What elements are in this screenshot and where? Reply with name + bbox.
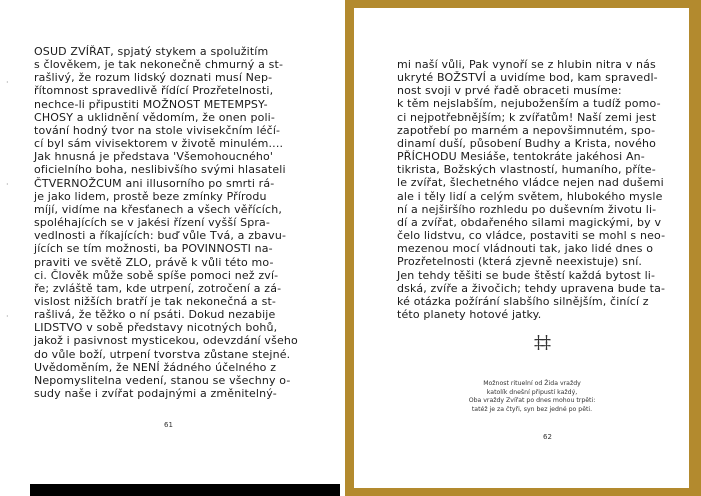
scan-edge-bar: [30, 484, 340, 496]
text-line: ukryté BOŽSTVÍ a uvidíme bod, kam spravedl-: [397, 71, 658, 85]
text-line: k těm nejslabším, nejuboženším a tudíž pomo-: [397, 97, 661, 111]
text-line: praviti ve světě ZLO, právě k vůli této mo-: [34, 255, 274, 269]
text-line: oficielního boha, neslibivšího svými hlasateli: [34, 163, 286, 177]
text-line: míjí, vidíme na křesťanech a všech věřících,: [34, 202, 282, 216]
left-body-text: [34, 45, 306, 400]
text-line: Prozřetelnosti (která zjevně neexistuje) sní.: [397, 255, 643, 269]
text-line: ale i těly lidí a celým světem, hlubokého mysle: [397, 189, 663, 203]
text-line: Jak hnusná je představa 'Všemohoucného': [34, 150, 274, 164]
text-line: dská, zvíře a živočich; tehdy upravena bude ta-: [397, 281, 666, 295]
text-line: spoléhajících se v jakési řízení vyšší Spra-: [34, 216, 271, 230]
text-line: ní a nejširšího rozhledu po duševním životu li-: [397, 202, 657, 216]
text-line: nost svoji v prvé řadě obraceti musíme:: [397, 84, 622, 98]
right-body-text: [397, 58, 677, 321]
text-line: tikrista, Božských vlastností, humaního, příte-: [397, 163, 656, 177]
text-line: LIDSTVO v sobě představy nicotných bohů,: [34, 321, 278, 335]
text-line: Nepomyslitelna vedení, stanou se všechny o-: [34, 373, 291, 387]
footnote-line: Oba vraždy Zvířat po dnes mohou trpěti:: [468, 397, 596, 405]
left-page: [0, 0, 345, 496]
footnote-line: katolík dnešní připustí každý,: [486, 388, 578, 396]
text-line: mezenou mocí vládnouti tak, jako lidé dnes o: [397, 242, 654, 256]
text-line: ČTVERNOŽCUM ani illusorního po smrti rá-: [34, 176, 275, 190]
text-line: rašlivá, že těžko o ní psáti. Dokud nezabije: [34, 308, 276, 322]
text-line: vedlnosti a říkajících: buď vůle Tvá, a zbavu-: [34, 229, 287, 243]
text-line: dí a zvířat, obdařeného silami magickými, by v: [397, 215, 662, 229]
text-line: nechce-li připustiti MOŽNOST METEMPSY-: [34, 97, 268, 111]
text-line: je jako lidem, prostě beze zmínky Přírodu: [34, 189, 267, 203]
text-line: zapotřebí po marném a nepovšimnutém, spo-: [397, 123, 656, 137]
margin-mark: ·: [6, 312, 9, 321]
text-line: jakož i pasivnost mysticekou, odevzdání všeho: [34, 334, 298, 348]
text-line: dinamí duší, působení Budhy a Krista, nového: [397, 136, 657, 150]
page-number-right: 62: [543, 433, 552, 441]
margin-mark: ·: [6, 180, 9, 189]
footnote-line: tatéž je za čtyři, syn bez jedné po pěti.: [471, 405, 593, 413]
text-line: ci nejpotřebnějším; k zvířatům! Naší zemi jest: [397, 110, 657, 124]
text-line: tování hodný tvor na stole vivisekčním léčí-: [34, 123, 281, 137]
footnote: [442, 380, 622, 414]
text-line: řítomnost spravedlivě řídící Prozřetelnosti,: [34, 84, 274, 98]
text-line: le zvířat, šlechetného vládce nejen nad dušemi: [397, 176, 664, 190]
text-line: OSUD ZVÍŘAT, spjatý stykem a spolužitím: [34, 45, 269, 58]
text-line: s člověkem, je tak nekonečně chmurný a st-: [34, 58, 284, 72]
text-line: ře; zvláště tam, kde utrpení, zotročení a zá-: [34, 281, 282, 295]
right-page: [345, 0, 701, 496]
section-ornament: ‡‡: [534, 332, 550, 353]
text-line: této planety hotové jatky.: [397, 307, 542, 321]
margin-mark: ·: [6, 78, 9, 87]
text-line: vislost nižších bratří je tak nekonečná a st-: [34, 294, 277, 308]
page-number-left: 61: [164, 421, 173, 429]
text-line: do vůle boží, utrpení tvorstva zůstane stejné.: [34, 347, 291, 361]
text-line: PŘÍCHODU Mesiáše, tentokráte jakéhosi An-: [397, 150, 645, 164]
text-line: mi naší vůli, Pak vynoří se z hlubin nitra v nás: [397, 58, 656, 71]
text-line: čelo lidstvu, co vládce, postaviti se mohl s neo-: [397, 229, 666, 243]
text-line: Jen tehdy těšiti se bude štěstí každá bytost li-: [397, 268, 656, 282]
text-line: ké otázka požírání slabšího silnějším, činící z: [397, 294, 649, 308]
text-line: sudy naše i zvířat podajnými a změnitelný-: [34, 387, 277, 401]
text-line: ci. Člověk může sobě spíše pomoci než zví-: [34, 268, 279, 282]
footnote-line: Možnost rituelní od Žida vraždy: [483, 380, 581, 387]
text-line: cí byl sám vivisektorem v životě minulém....: [34, 137, 284, 151]
text-line: rašlivý, že rozum lidský doznati musí Nep-: [34, 71, 273, 85]
text-line: CHOSY a uklidnění vědomím, že onen poli-: [34, 110, 275, 124]
text-line: jících se tím možnosti, ba POVINNOSTI na-: [34, 242, 273, 256]
text-line: Uvědoměním, že NENÍ žádného účelného z: [34, 360, 277, 374]
